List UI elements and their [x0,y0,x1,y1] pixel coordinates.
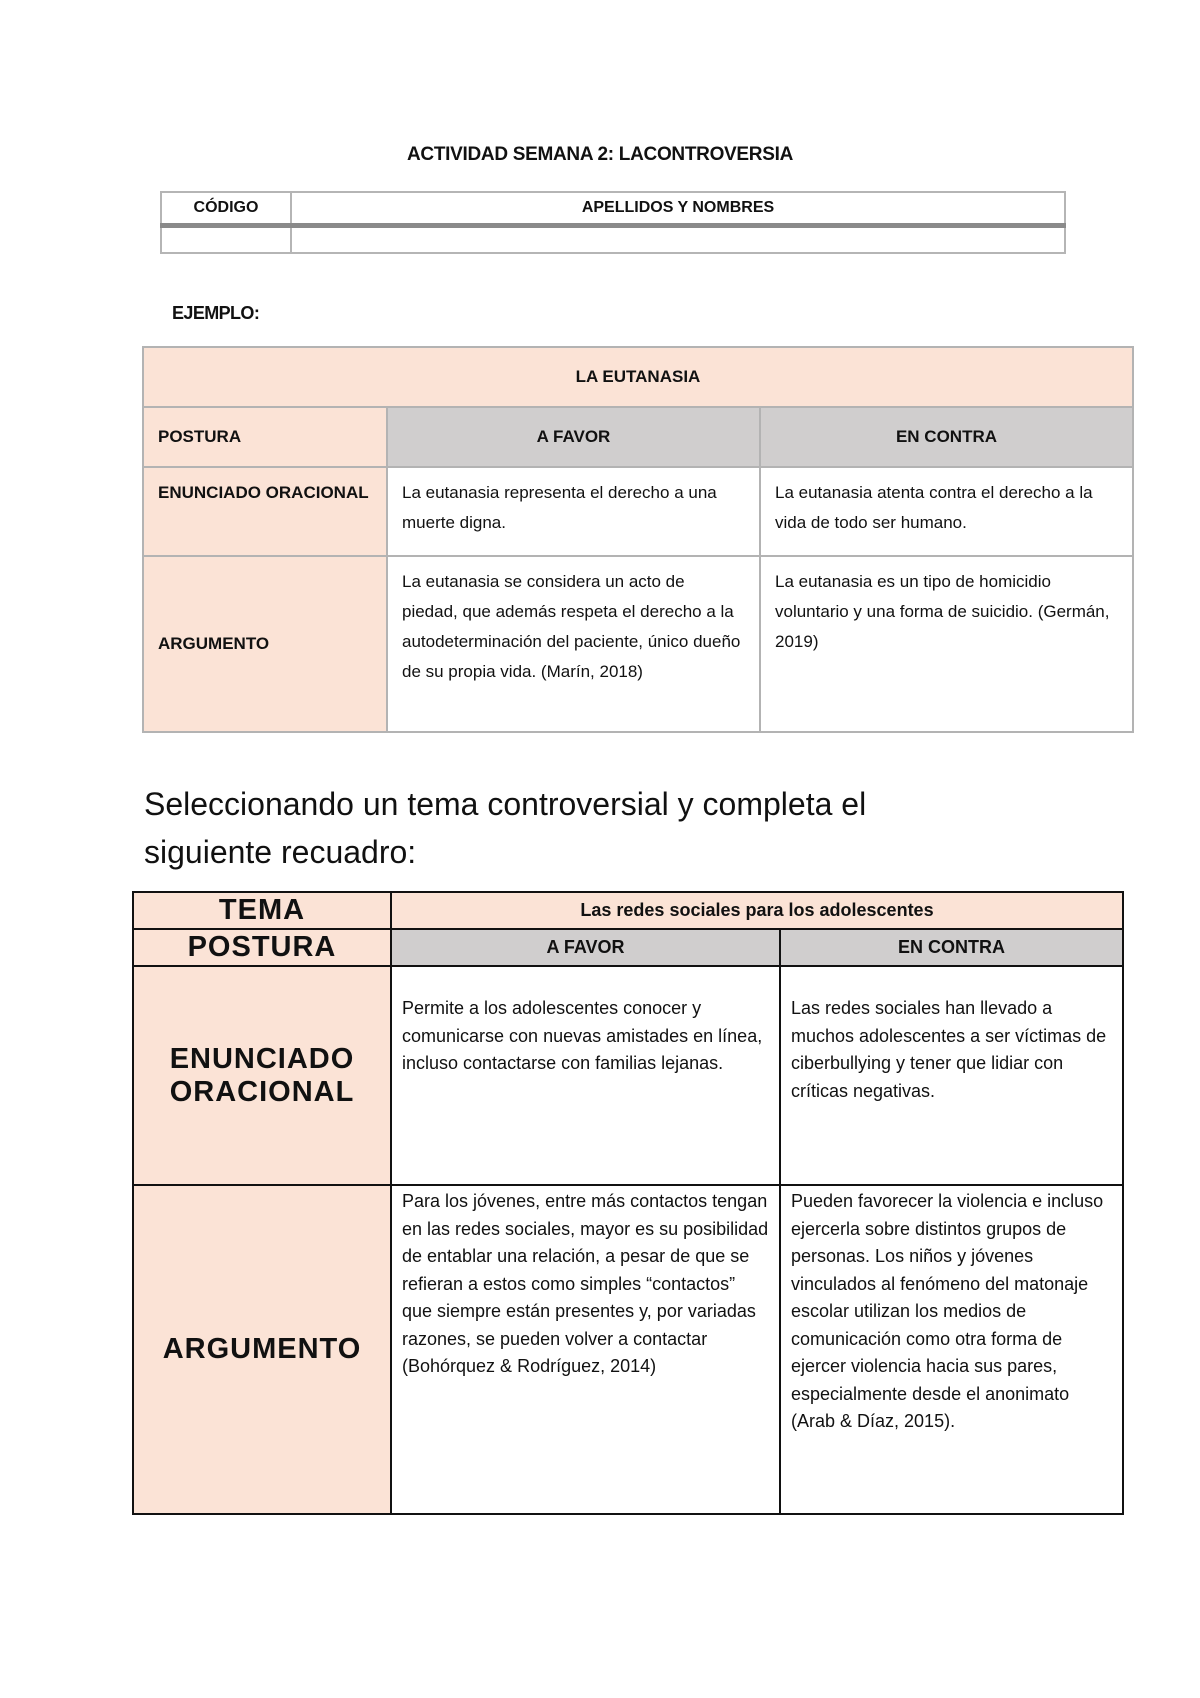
example-label: EJEMPLO: [172,303,260,323]
example-argument-label: ARGUMENTO [143,556,387,732]
example-statement-contra: La eutanasia atenta contra el derecho a la vida de todo ser humano. [760,467,1133,556]
activity-contra-label: EN CONTRA [780,929,1123,966]
example-argument-contra: La eutanasia es un tipo de homicidio voluntario y una forma de suicidio. (Germán, 2019) [760,556,1133,732]
activity-topic: Las redes sociales para los adolescentes [391,892,1123,929]
example-favor-label: A FAVOR [387,407,760,467]
activity-table [132,891,1124,1515]
name-header: APELLIDOS Y NOMBRES [291,192,1065,226]
activity-statement-label: ENUNCIADO ORACIONAL [133,966,391,1185]
document-title: ACTIVIDAD SEMANA 2: LACONTROVERSIA [407,144,793,165]
code-header: CÓDIGO [161,192,291,226]
activity-topic-label: TEMA [133,892,391,929]
example-statement-label: ENUNCIADO ORACIONAL [143,467,387,556]
example-topic: LA EUTANASIA [143,347,1133,407]
activity-argument-label: ARGUMENTO [133,1185,391,1514]
instruction-text: Seleccionando un tema controversial y completa el siguiente recuadro: [144,786,867,870]
activity-argument-favor: Para los jóvenes, entre más contactos tengan en las redes sociales, mayor es su posibilidad de entablar una relación, a pesar de que se refieran a estos como simples “contactos” que siempre están presentes y, por variadas razones, se pueden volver a contactar (Bohórquez & Rodríguez, 2014) [391,1185,780,1514]
activity-favor-label: A FAVOR [391,929,780,966]
example-contra-label: EN CONTRA [760,407,1133,467]
activity-argument-contra: Pueden favorecer la violencia e incluso ejercerla sobre distintos grupos de personas. Los niños y jóvenes vinculados al fenómeno del matonaje escolar utilizan los medios de comunicación como otra forma de ejercer violencia hacia sus pares, especialmente desde el anonimato (Arab & Díaz, 2015). [780,1185,1123,1514]
example-table [142,346,1134,733]
name-value-field[interactable] [291,226,1065,254]
activity-stance-label: POSTURA [133,929,391,966]
example-stance-label: POSTURA [143,407,387,467]
example-statement-favor: La eutanasia representa el derecho a una muerte digna. [387,467,760,556]
student-info-table [160,191,1066,254]
activity-statement-favor: Permite a los adolescentes conocer y comunicarse con nuevas amistades en línea, incluso contactarse con familias lejanas. [391,966,780,1185]
activity-statement-contra: Las redes sociales han llevado a muchos adolescentes a ser víctimas de ciberbullying y tener que lidiar con críticas negativas. [780,966,1123,1185]
code-value-field[interactable] [161,226,291,254]
example-argument-favor: La eutanasia se considera un acto de piedad, que además respeta el derecho a la autodeterminación del paciente, único dueño de su propia vida. (Marín, 2018) [387,556,760,732]
